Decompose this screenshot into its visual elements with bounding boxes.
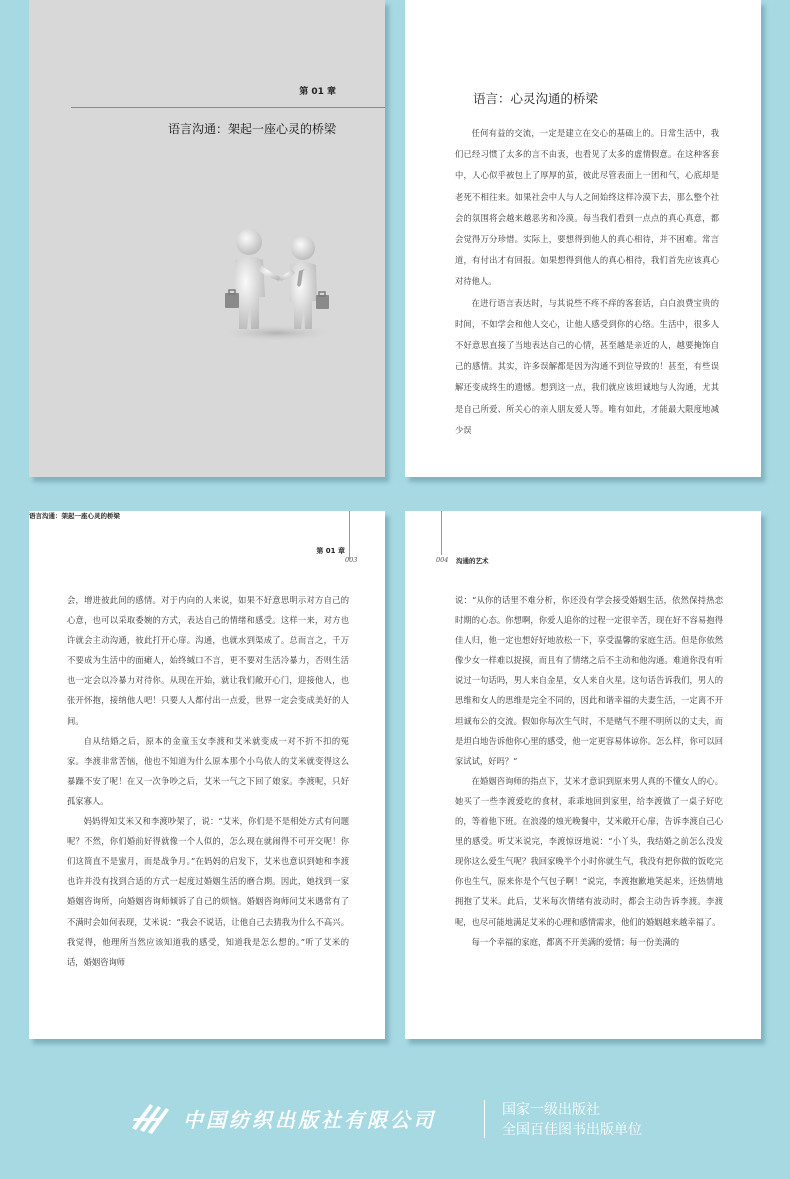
page-004: [405, 511, 761, 1039]
running-title: 沟通的艺术: [456, 557, 489, 565]
paragraph: 任何有益的交流，一定是建立在交心的基础上的。日常生活中，我们已经习惯了太多的言不由衷，也看见了太多的虚情假意。在这种客套中，人心似乎被包上了厚厚的茧，彼此尽管表面上一团和气，心底却是老死不相往来。如果社会中人与人之间始终这样冷漠下去，那么整个社会的氛围将会越来越恶劣和冷漠。每当我们看到一点点的真心真意，都会觉得万分珍惜。实际上，要想得到他人的真心相待，并不困难。常言道，有付出才有回报。如果想得到他人的真心相待，我们首先应该真心对待他人。: [455, 128, 719, 287]
body-text: [455, 590, 723, 952]
chapter-rule: [71, 107, 385, 108]
section-heading: 语言：心灵沟通的桥梁: [473, 91, 599, 106]
tagline: 全国百佳图书出版单位: [502, 1122, 642, 1138]
page-number: 004: [436, 556, 449, 564]
header-rule: [349, 511, 350, 559]
body-text: [455, 123, 719, 441]
page-chapter-opener: [29, 0, 385, 477]
paragraph: 说：“从你的话里不难分析，你还没有学会接受婚姻生活，依然保持热恋时期的心态。你想啊，你爱人追你的过程一定很辛苦，现在好不容易抱得佳人归，他一定也想好好地放松一下，享受温馨的家庭生活。但是你依然像少女一样难以捉摸，而且有了情绪之后不主动和他沟通。难道你没有听说过一句话吗，男人来自金星，女人来自火星。这句话告诉我们，男人的思维和女人的思维是完全不同的，因此和谐幸福的夫妻生活，一定离不开坦诚布公的交流。假如你每次生气时，不是赌气不理不明所以的丈夫，而是坦白地告诉他你心里的感受，他一定更容易体谅你。怎么样，你可以回家试试，好吗？”: [455, 595, 723, 766]
paragraph: 妈妈得知艾米又和李渡吵架了，说：“艾米，你们是不是相处方式有问题呢？不然，你们婚前好得就像一个人似的，怎么现在就闹得不可开交呢！你们这简直不是蜜月，而是战争月。”在妈妈的启发下，艾米也意识到她和李渡也许并没有找到合适的方式一起度过婚姻生活的磨合期。因此，她找到一家婚姻咨询所，向婚姻咨询师倾诉了自己的烦恼。婚姻咨询师问艾米遇常有了不满时会如何表现，艾米说：“我会不说话，让他自己去猜我为什么不高兴。我觉得，他理所当然应该知道我的感受，知道我是怎么想的。”听了艾米的话，婚姻咨询师: [67, 816, 349, 967]
header-rule: [441, 511, 442, 555]
publisher-name: 中国纺织出版社有限公司: [183, 1108, 436, 1132]
publisher-footer: [0, 1090, 790, 1150]
handshake-figures-icon: [209, 215, 344, 350]
body-text: [67, 590, 349, 972]
page-003: [29, 511, 385, 1039]
paragraph: 会，增进彼此间的感情。对于内向的人来说，如果不好意思明示对方自己的心意，也可以采取委婉的方式，表达自己的情绪和感受。这样一来，对方也许就会主动沟通，彼此打开心扉。沟通，也就水到渠成了。总而言之，千万不要成为生活中的面瘫人，始终缄口不言，更不要对生活冷暴力，否则生活也一定会以冷暴力对待你。从现在开始，就让我们敞开心门，迎接他人，也张开怀抱，接纳他人吧！只要人人都付出一点爱，世界一定会变成美好的人间。: [67, 595, 349, 726]
paragraph: 在婚姻咨询师的指点下，艾米才意识到原来男人真的不懂女人的心。她买了一些李渡爱吃的食材，乖乖地回到家里，给李渡做了一桌子好吃的，等着他下班。在浪漫的烛光晚餐中，艾米敞开心扉，告诉李渡自己心里的感受。听艾米说完，李渡惊讶地说：“小丫头，我结婚之前怎么没发现你这么爱生气呢？我回家晚半个小时你就生气，我没有把你做的饭吃完你也生气，原来你是个气包子啊！”说完，李渡抱歉地笑起来，还热情地拥抱了艾米。此后，艾米每次情绪有波动时，都会主动告诉李渡。李渡呢，也尽可能地满足艾米的心理和感情需求，他们的婚姻越来越幸福了。: [455, 775, 723, 927]
paragraph: 每一个幸福的家庭，都离不开美满的爱情；每一份美满的: [471, 936, 680, 947]
tagline: 国家一级出版社: [502, 1102, 600, 1118]
running-title: 语言沟通：架起一座心灵的桥梁: [29, 512, 120, 520]
page-section-intro: [405, 0, 761, 477]
running-chapter-number: 第 01 章: [316, 547, 345, 555]
chapter-title: 语言沟通：架起一座心灵的桥梁: [167, 122, 336, 136]
publisher-logo-icon: [130, 1098, 170, 1134]
footer-divider: [484, 1100, 485, 1138]
page-number: 003: [345, 556, 358, 564]
chapter-number: 第 01 章: [299, 87, 336, 97]
paragraph: 自从结婚之后，原本的金童玉女李渡和艾米就变成一对不折不扣的冤家。李渡非常苦恼，他也不知道为什么原本那个小鸟依人的艾米就变得这么暴躁不安了呢！在又一次争吵之后，艾米一气之下回了娘家。李渡呢，只好孤家寡人。: [67, 735, 349, 806]
paragraph: 在进行语言表达时，与其说些不疼不痒的客套话，白白浪费宝贵的时间，不如学会和他人交心，让他人感受到你的心络。生活中，很多人不好意思直接了当地表达自己的心情，甚至越是亲近的人，越要掩饰自己的感情。其实，许多误解都是因为沟通不到位导致的！甚至，有些误解还变成终生的遗憾。想到这一点，我们就应该坦诚地与人沟通，尤其是自己所爱、所关心的亲人朋友爱人等。唯有如此，才能最大限度地减少误: [455, 297, 719, 435]
